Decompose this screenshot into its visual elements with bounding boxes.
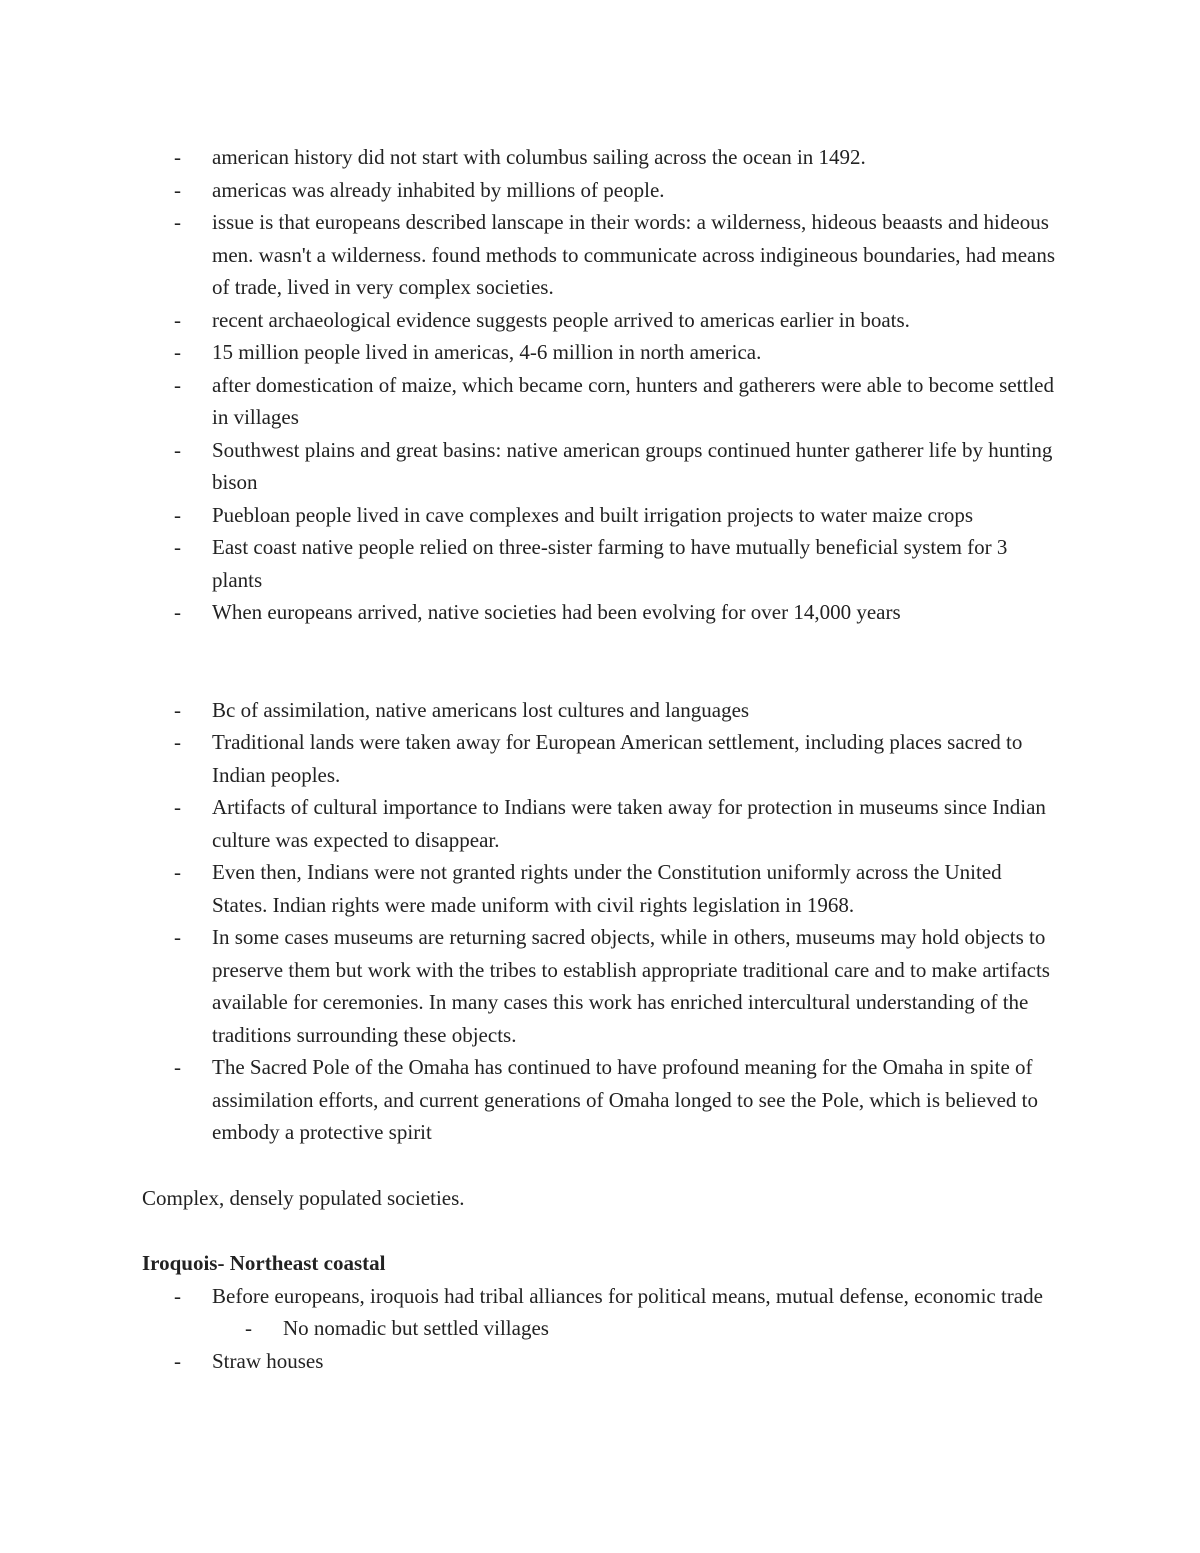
- list-item: [142, 434, 1062, 499]
- dash-marker: -: [174, 502, 181, 527]
- spacer: [142, 1214, 1062, 1247]
- list-item: [142, 596, 1062, 629]
- bullet-list-iroquois-continued: [142, 1345, 1062, 1378]
- list-item: [142, 921, 1062, 1051]
- spacer: [142, 1149, 1062, 1182]
- bullet-list-early-americas: [142, 141, 1062, 629]
- list-item-text: Even then, Indians were not granted rights under the Constitution uniformly across the United States. Indian rights were made uniform with civil rights legislation in 1968.: [212, 860, 1002, 917]
- dash-marker: -: [174, 307, 181, 332]
- list-item: [142, 1051, 1062, 1149]
- list-item-text: issue is that europeans described lanscape in their words: a wilderness, hideous beaasts and hideous men. wasn't a wilderness. found methods to communicate across indigineous boundaries, had means of trade, lived in very complex societies.: [212, 210, 1056, 299]
- list-item-text: recent archaeological evidence suggests people arrived to americas earlier in boats.: [212, 307, 910, 332]
- list-item: [142, 531, 1062, 596]
- list-item-text: Artifacts of cultural importance to Indians were taken away for protection in museums since Indian culture was expected to disappear.: [212, 795, 1046, 852]
- list-item: [142, 141, 1062, 174]
- list-item-text: No nomadic but settled villages: [283, 1316, 549, 1340]
- list-item: [142, 726, 1062, 791]
- list-item-text: Before europeans, iroquois had tribal alliances for political means, mutual defense, economic trade: [212, 1283, 1043, 1308]
- dash-marker: -: [174, 372, 181, 397]
- list-item-text: Straw houses: [212, 1348, 324, 1373]
- list-item: [142, 206, 1062, 304]
- list-item: [142, 1280, 1062, 1313]
- bullet-list-iroquois: [142, 1280, 1062, 1313]
- dash-marker: -: [174, 210, 181, 234]
- list-item: [142, 856, 1062, 921]
- dash-marker: -: [174, 1283, 181, 1308]
- list-item-text: Southwest plains and great basins: native american groups continued hunter gatherer life by hunting bison: [212, 437, 1053, 494]
- dash-marker: -: [174, 1055, 181, 1079]
- section-heading-iroquois: Iroquois- Northeast coastal: [142, 1251, 386, 1275]
- dash-marker: -: [174, 145, 181, 169]
- dash-marker: -: [174, 340, 181, 364]
- list-item: [142, 499, 1062, 532]
- list-item-text: Bc of assimilation, native americans lost cultures and languages: [212, 697, 750, 722]
- list-item-text: 15 million people lived in americas, 4-6 million in north america.: [212, 340, 762, 364]
- list-item-text: after domestication of maize, which became corn, hunters and gatherers were able to become settled in villages: [212, 372, 1054, 429]
- dash-marker: -: [245, 1316, 252, 1340]
- dash-marker: -: [174, 795, 181, 819]
- list-item: [142, 791, 1062, 856]
- list-item: [142, 369, 1062, 434]
- list-item-text: Traditional lands were taken away for European American settlement, including places sacred to Indian peoples.: [212, 730, 1023, 787]
- list-item-text: In some cases museums are returning sacred objects, while in others, museums may hold objects to preserve them but work with the tribes to establish appropriate traditional care and to make artifacts available for ceremonies. In many cases this work has enriched intercultural understanding of the traditions surrounding these objects.: [212, 925, 1050, 1047]
- list-item-text: american history did not start with columbus sailing across the ocean in 1492.: [212, 145, 866, 169]
- list-item-text: The Sacred Pole of the Omaha has continued to have profound meaning for the Omaha in spite of assimilation efforts, and current generations of Omaha longed to see the Pole, which is believed to embody a protective spirit: [212, 1055, 1038, 1144]
- list-item: [142, 1345, 1062, 1378]
- dash-marker: -: [174, 437, 181, 462]
- spacer: [142, 629, 1062, 694]
- list-item-text: Puebloan people lived in cave complexes and built irrigation projects to water maize crops: [212, 502, 974, 527]
- dash-marker: -: [174, 1348, 181, 1373]
- dash-marker: -: [174, 730, 181, 754]
- list-item-text: americas was already inhabited by millions of people.: [212, 177, 665, 202]
- bullet-list-assimilation: [142, 694, 1062, 1149]
- dash-marker: -: [174, 860, 181, 884]
- list-item: [142, 694, 1062, 727]
- dash-marker: -: [174, 925, 181, 949]
- list-item: [142, 1312, 1062, 1345]
- bullet-sublist-iroquois: [142, 1312, 1062, 1345]
- list-item: [142, 304, 1062, 337]
- dash-marker: -: [174, 177, 181, 202]
- list-item-text: East coast native people relied on three-sister farming to have mutually beneficial system for 3 plants: [212, 535, 1008, 592]
- document-content: [142, 141, 1062, 1377]
- list-item: [142, 336, 1062, 369]
- dash-marker: -: [174, 697, 181, 722]
- list-item: [142, 174, 1062, 207]
- summary-paragraph: Complex, densely populated societies.: [142, 1185, 465, 1210]
- dash-marker: -: [174, 535, 181, 559]
- list-item-text: When europeans arrived, native societies had been evolving for over 14,000 years: [212, 600, 901, 624]
- dash-marker: -: [174, 600, 181, 624]
